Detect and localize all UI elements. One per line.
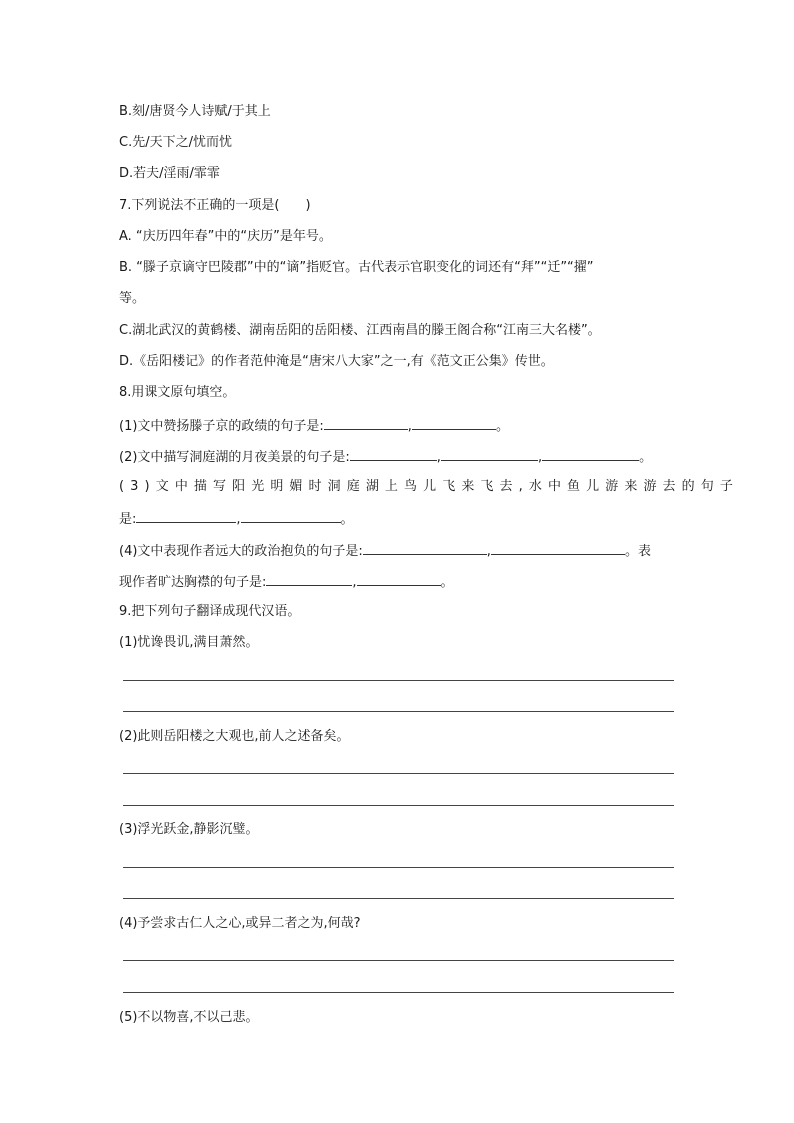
question-8-item-3: (3)文中描写阳光明媚时洞庭湖上鸟儿飞来飞去,水中鱼儿游来游去的句子 xyxy=(119,479,739,494)
period: 。 xyxy=(440,575,454,590)
question-7-stem: 7.下列说法不正确的一项是( ) xyxy=(119,198,311,213)
question-9-item-3: (3)浮光跃金,静影沉璧。 xyxy=(119,822,259,837)
comma: , xyxy=(537,450,543,465)
question-9-item-2: (2)此则岳阳楼之大观也,前人之述备矣。 xyxy=(119,729,350,744)
item-2-prompt: (2)文中描写洞庭湖的月夜美景的句子是: xyxy=(119,450,350,465)
period: 。 xyxy=(624,544,638,559)
question-7-option-d: D.《岳阳楼记》的作者范仲淹是“唐宋八大家”之一,有《范文正公集》传世。 xyxy=(119,354,554,369)
fill-blank[interactable] xyxy=(324,416,408,430)
answer-line[interactable] xyxy=(123,773,674,774)
option-d: D.若夫/淫雨/霏霏 xyxy=(119,166,220,181)
question-9-stem: 9.把下列句子翻译成现代汉语。 xyxy=(119,604,301,619)
fill-blank[interactable] xyxy=(441,447,538,461)
question-7-option-a: A. “庆历四年春”中的“庆历”是年号。 xyxy=(119,229,332,244)
option-c: C.先/天下之/忧而忧 xyxy=(119,135,232,150)
comma: , xyxy=(486,544,491,559)
period: 。 xyxy=(495,419,509,434)
comma: , xyxy=(236,512,241,527)
answer-line[interactable] xyxy=(123,680,674,681)
answer-line[interactable] xyxy=(123,711,674,712)
answer-line[interactable] xyxy=(123,960,674,961)
question-8-item-1 xyxy=(119,416,509,436)
question-7-option-b: B. “滕子京谪守巴陵郡”中的“谪”指贬官。古代表示官职变化的词还有“拜”“迁”“擢” xyxy=(119,260,594,275)
question-9-item-5: (5)不以物喜,不以己悲。 xyxy=(119,1010,259,1025)
question-8-item-3-cont xyxy=(119,509,354,529)
question-8-stem: 8.用课文原句填空。 xyxy=(119,385,236,400)
option-b: B.刻/唐贤今人诗赋/于其上 xyxy=(119,104,271,119)
comma: , xyxy=(436,450,441,465)
item-4-prompt: (4)文中表现作者远大的政治抱负的句子是: xyxy=(119,544,363,559)
fill-blank[interactable] xyxy=(412,416,496,430)
period: 。 xyxy=(639,450,653,465)
item-4-suffix: 表 xyxy=(637,544,651,559)
fill-blank[interactable] xyxy=(350,447,437,461)
fill-blank[interactable] xyxy=(136,509,236,523)
question-7-option-c: C.湖北武汉的黄鹤楼、湖南岳阳的岳阳楼、江西南昌的滕王阁合称“江南三大名楼”。 xyxy=(119,323,601,338)
comma: , xyxy=(407,419,412,434)
question-8-item-4-cont xyxy=(119,572,454,592)
item-3-prompt-cont: 是: xyxy=(119,512,137,527)
question-8-item-2 xyxy=(119,447,652,467)
item-1-prompt: (1)文中赞扬滕子京的政绩的句子是: xyxy=(119,419,324,434)
period: 。 xyxy=(340,512,354,527)
question-7-option-b-cont: 等。 xyxy=(119,291,146,306)
question-9-item-4: (4)予尝求古仁人之心,或异二者之为,何哉? xyxy=(119,916,361,931)
fill-blank[interactable] xyxy=(241,509,341,523)
answer-line[interactable] xyxy=(123,992,674,993)
answer-line[interactable] xyxy=(123,805,674,806)
question-8-item-4 xyxy=(119,541,651,561)
fill-blank[interactable] xyxy=(542,447,639,461)
item-4-prompt-cont: 现作者旷达胸襟的句子是: xyxy=(119,575,267,590)
fill-blank[interactable] xyxy=(363,541,487,555)
answer-line[interactable] xyxy=(123,867,674,868)
comma: , xyxy=(352,575,357,590)
fill-blank[interactable] xyxy=(491,541,625,555)
fill-blank[interactable] xyxy=(357,572,441,586)
fill-blank[interactable] xyxy=(266,572,352,586)
answer-line[interactable] xyxy=(123,898,674,899)
question-9-item-1: (1)忧谗畏讥,满目萧然。 xyxy=(119,635,259,650)
